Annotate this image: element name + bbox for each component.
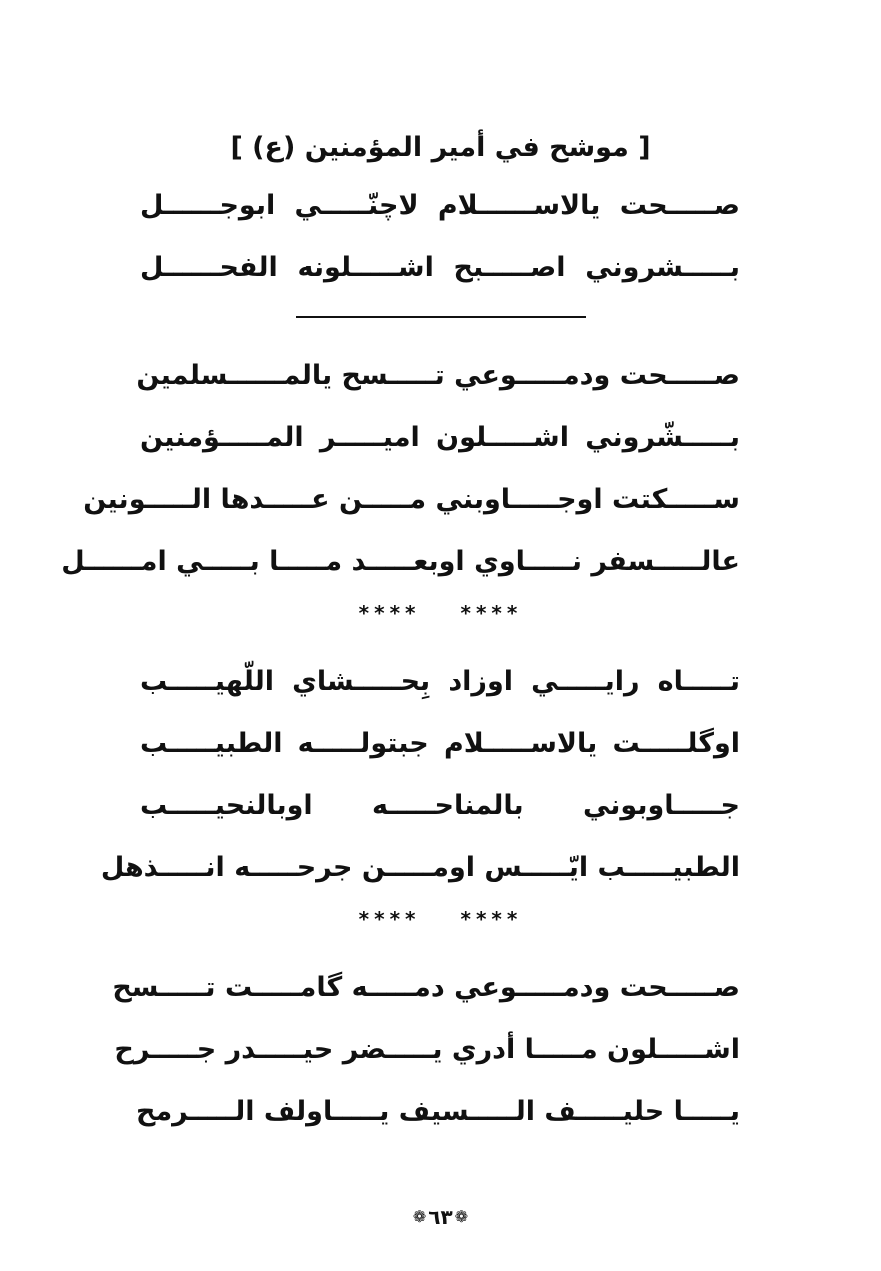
verse-line: اوگلـــــت يالاســـــلام جبتولـــــه الطبيـــــب [140, 728, 740, 759]
verse-line: جـــــاوبوني بالمناحـــــه اوبالنحيـــــب [140, 790, 740, 821]
stars-group: **** [460, 601, 523, 625]
verse-line: صـــــحت يالاســــــلام لاچنّـــــي ابوجــــــل [140, 190, 740, 221]
stars-group: **** [358, 907, 421, 931]
stars-separator [0, 598, 881, 628]
section-divider [296, 316, 586, 318]
stars-group: **** [358, 601, 421, 625]
verse-line: بـــــشّروني اشـــــلون اميـــــر المـــــؤمنين [140, 422, 740, 453]
verse-line: تـــــاه رايـــــي اوزاد بِحـــــشاي اللّهيـــــب [140, 666, 740, 697]
verse-line: عالـــــسفر نـــــاوي اوبعـــــد مـــــا بـــــي امــــــل [61, 546, 740, 577]
verse-line: بـــــشروني اصـــــبح اشـــــلونه الفحــــــل [140, 252, 740, 283]
verse-line: يـــــا حليـــــف الـــــسيف يـــــاولف الـــــرمح [135, 1096, 740, 1127]
verse-line: الطبيـــــب ايّـــــس اومـــــن جرحـــــه انـــــذهل [100, 852, 740, 883]
ornament-icon: ❁ [454, 1206, 469, 1226]
ornament-icon: ❁ [412, 1206, 427, 1226]
page-number [0, 1200, 881, 1232]
stars-separator [0, 904, 881, 934]
page-number-text: ٦٣ [428, 1204, 453, 1229]
verse-line: صـــــحت ودمـــــوعي دمـــــه گامـــــت تـــــسح [112, 972, 740, 1003]
verse-line: ســـــكتت اوجـــــاوبني مـــــن عـــــدها الـــــونين [83, 484, 740, 515]
stars-group: **** [460, 907, 523, 931]
verse-line: صـــــحت ودمـــــوعي تـــــسح يالمــــــسلمين [136, 360, 740, 391]
verse-line: اشـــــلون مـــــا أدري يـــــضر حيـــــدر جـــــرح [114, 1034, 740, 1065]
poem-title: [ موشح في أمير المؤمنين (ع) ] [230, 132, 651, 163]
